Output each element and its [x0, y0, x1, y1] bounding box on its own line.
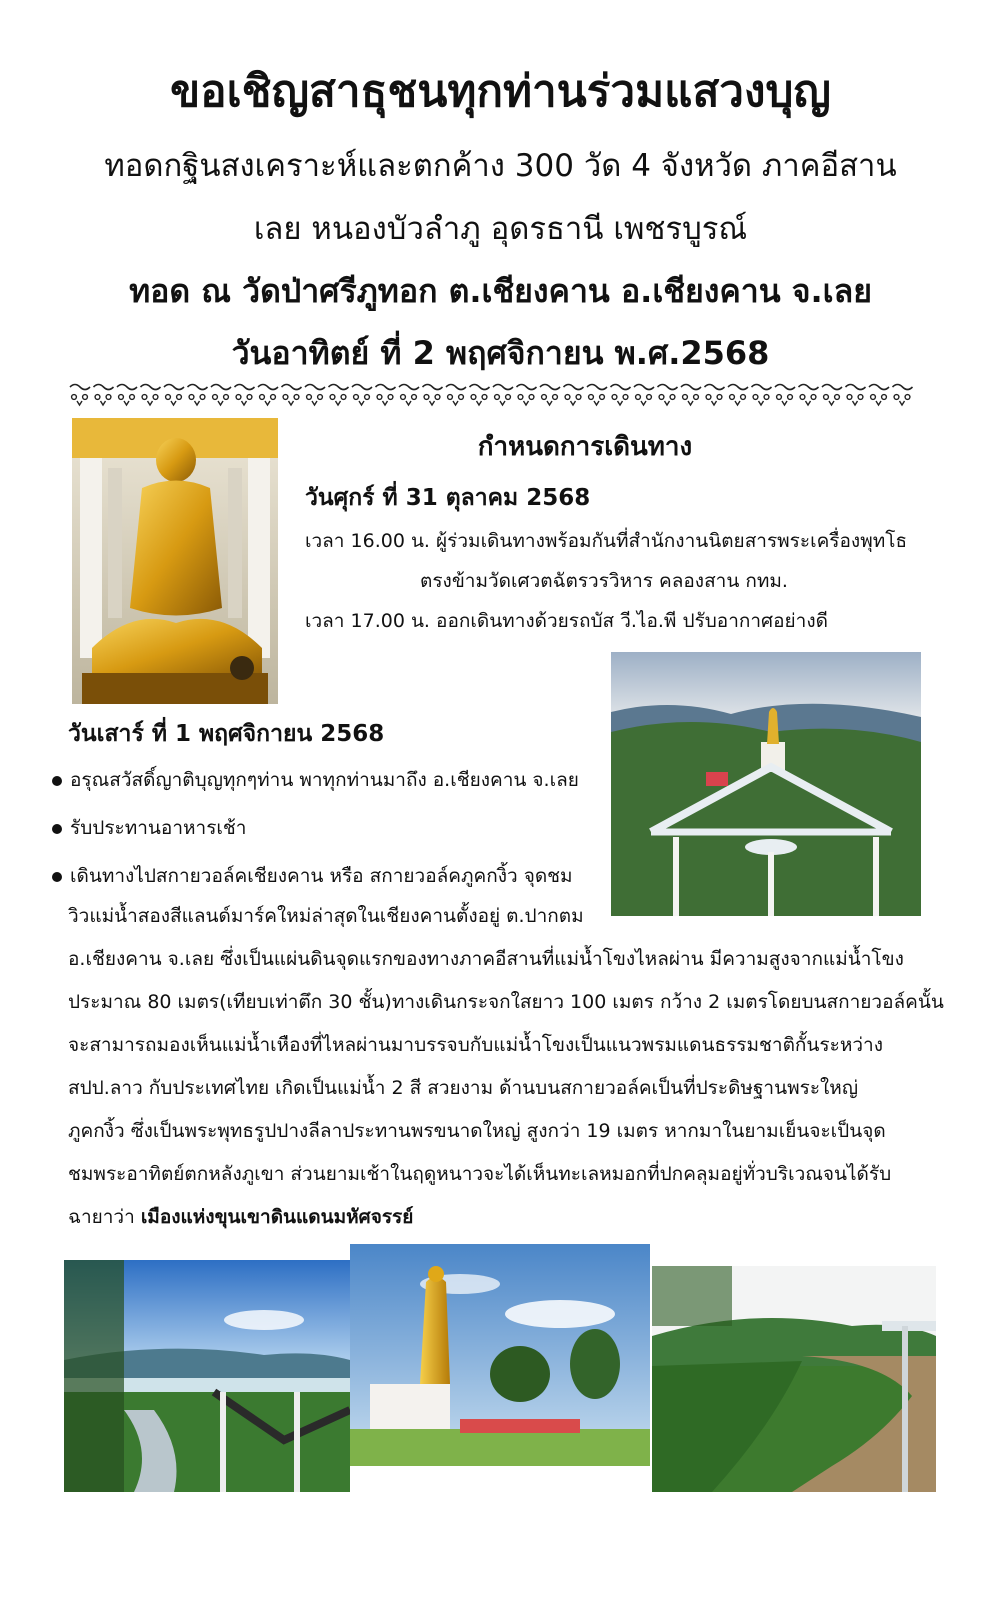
day2-bullet-2 [52, 813, 246, 843]
title-line-3: เลย หนองบัวลำภู อุดรธานี เพชรบูรณ์ [253, 211, 748, 247]
day2-bullet-2-text: รับประทานอาหารเช้า [70, 817, 247, 839]
bullet-dot-icon [52, 824, 62, 834]
last-line-prefix: ฉายาว่า [68, 1206, 135, 1228]
schedule-title: กำหนดการเดินทาง [477, 432, 693, 462]
skywalk-paragraph-line: สปป.ลาว กับประเทศไทย เกิดเป็นแม่น้ำ 2 สี สวยงาม ด้านบนสกายวอล์คเป็นที่ประดิษฐานพระใหญ่ [68, 1077, 859, 1099]
skywalk-paragraph-line: ภูคกงิ้ว ซึ่งเป็นพระพุทธรูปปางลีลาประทานพรขนาดใหญ่ สูงกว่า 19 เมตร หากมาในยามเย็นจะเป็นจุด [68, 1120, 886, 1142]
golden-monk-statue-photo [72, 418, 278, 704]
skywalk-paragraph-line: จะสามารถมองเห็นแม่น้ำเหืองที่ไหลผ่านมาบรรจบกับแม่น้ำโขงเป็นแนวพรมแดนธรรมชาติกั้นระหว่าง [68, 1034, 883, 1056]
bullet-dot-icon [52, 776, 62, 786]
day1-item2 [305, 606, 828, 636]
bullet-dot-icon [52, 872, 62, 882]
skywalk-river-photo [64, 1260, 350, 1492]
skywalk-paragraph-line: ประมาณ 80 เมตร(เทียบเท่าตึก 30 ชั้น)ทางเดินกระจกใสยาว 100 เมตร กว้าง 2 เมตรโดยบนสกายวอล์คนั้น [68, 991, 944, 1013]
day1-item2-text: ออกเดินทางด้วยรถบัส วี.ไอ.พี ปรับอากาศอย่างดี [436, 610, 828, 632]
day1-item2-time: เวลา 17.00 น. [305, 610, 430, 632]
standing-buddha-photo [350, 1244, 650, 1466]
day1-item1-cont: ตรงข้ามวัดเศวตฉัตรวรวิหาร คลองสาน กทม. [420, 570, 788, 592]
day1-item1-text: ผู้ร่วมเดินทางพร้อมกันที่สำนักงานนิตยสารพระเครื่องพุทโธ [436, 530, 908, 552]
skywalk-paragraph-last [68, 1202, 413, 1232]
skywalk-paragraph-line: ชมพระอาทิตย์ตกหลังภูเขา ส่วนยามเช้าในฤดูหนาวจะได้เห็นทะเลหมอกที่ปกคลุมอยู่ทั่วบริเวณจนได้รับ [68, 1163, 892, 1185]
day2-bullet-3-text: เดินทางไปสกายวอล์คเชียงคาน หรือ สกายวอล์คภูคกงิ้ว จุดชม [70, 865, 573, 887]
day1-item1 [305, 526, 907, 556]
skywalk-paragraph-line: อ.เชียงคาน จ.เลย ซึ่งเป็นแผ่นดินจุดแรกของทางภาคอีสานที่แม่น้ำโขงไหลผ่าน มีความสูงจากแม่น้ำโขง [68, 948, 904, 970]
day2-bullet-1 [52, 765, 579, 795]
day1-label: วันศุกร์ ที่ 31 ตุลาคม 2568 [305, 485, 591, 511]
day1-item1-time: เวลา 16.00 น. [305, 530, 430, 552]
day2-label: วันเสาร์ ที่ 1 พฤศจิกายน 2568 [68, 721, 385, 747]
last-line-bold: เมืองแห่งขุนเขาดินแดนมหัศจรรย์ [140, 1206, 414, 1228]
title-line-2: ทอดกฐินสงเคราะห์และตกค้าง 300 วัด 4 จังหวัด ภาคอีสาน [104, 148, 897, 184]
title-line-4: ทอด ณ วัดป่าศรีภูทอก ต.เชียงคาน อ.เชียงคาน จ.เลย [129, 272, 872, 310]
title-line-5: วันอาทิตย์ ที่ 2 พฤศจิกายน พ.ศ.2568 [231, 334, 770, 372]
title-line-1: ขอเชิญสาธุชนทุกท่านร่วมแสวงบุญ [170, 66, 831, 117]
skywalk-paragraph-line: วิวแม่น้ำสองสีแลนด์มาร์คใหม่ล่าสุดในเชียงคานตั้งอยู่ ต.ปากตม [68, 905, 584, 927]
skywalk-aerial-photo [611, 652, 921, 916]
day2-bullet-1-text: อรุณสวัสดิ์ญาติบุญทุกๆท่าน พาทุกท่านมาถึง อ.เชียงคาน จ.เลย [70, 769, 579, 791]
mekong-river-view-photo [652, 1266, 936, 1492]
ornament-divider [68, 381, 914, 407]
day2-bullet-3 [52, 861, 573, 891]
